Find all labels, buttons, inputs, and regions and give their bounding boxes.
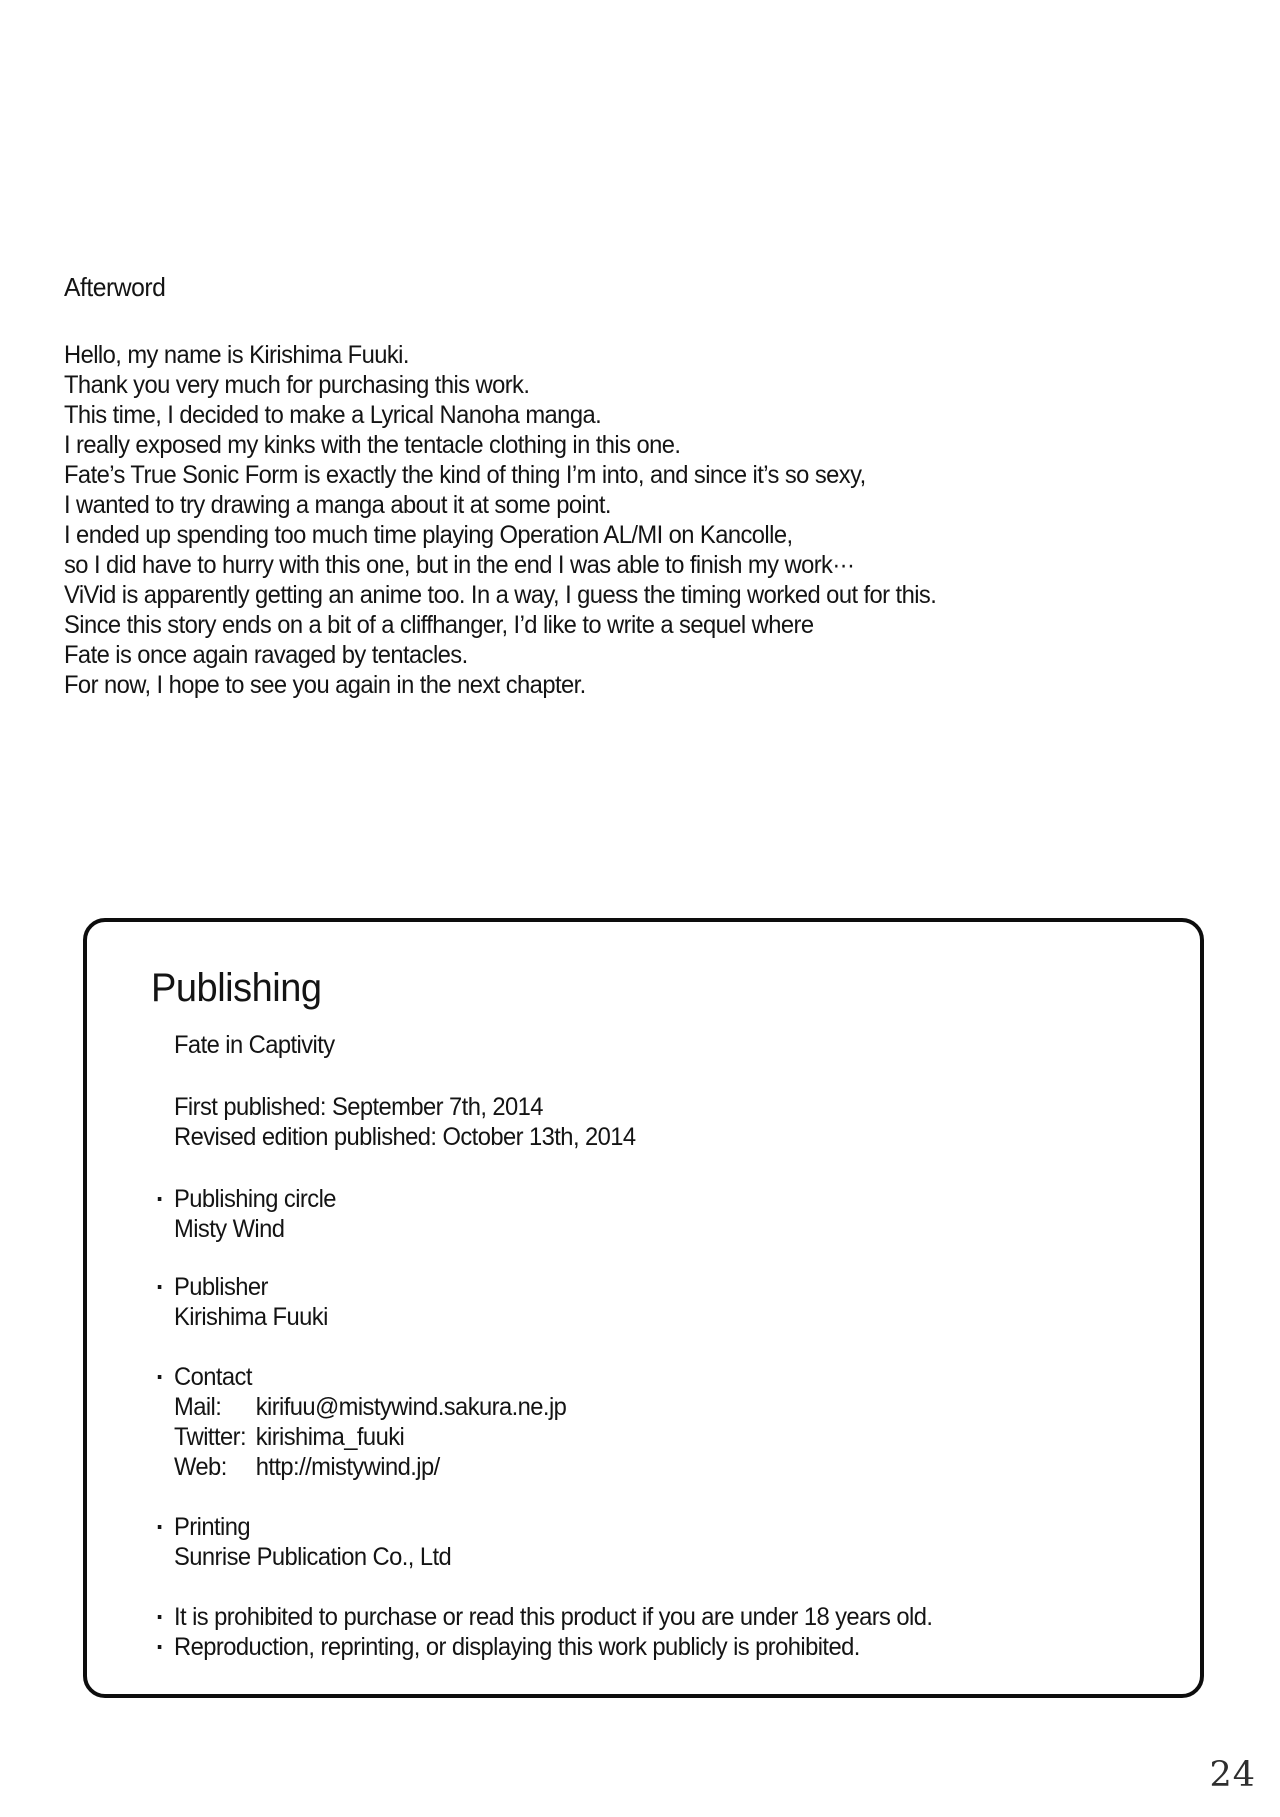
publisher-value: Kirishima Fuuki	[174, 1303, 328, 1331]
publishing-heading: Publishing	[151, 966, 322, 1010]
afterword-line: For now, I hope to see you again in the next chapter.	[64, 671, 586, 699]
printing-value: Sunrise Publication Co., Ltd	[174, 1543, 452, 1571]
publishing-circle-value: Misty Wind	[174, 1215, 285, 1243]
contact-row-mail	[174, 1392, 1134, 1422]
publishing-info-box	[83, 918, 1204, 1698]
revised-published-line: Revised edition published: October 13th, 2014	[174, 1123, 636, 1151]
contact-row-web	[174, 1452, 1134, 1482]
publisher-label: · Publisher	[174, 1272, 1134, 1302]
contact-label: · Contact	[174, 1362, 1134, 1392]
afterword-line: I really exposed my kinks with the tentacle clothing in this one.	[64, 431, 681, 459]
notice-line: · It is prohibited to purchase or read this product if you are under 18 years old.	[174, 1602, 1134, 1632]
afterword-line: Thank you very much for purchasing this work.	[64, 371, 530, 399]
afterword-line: I ended up spending too much time playing Operation AL/MI on Kancolle,	[64, 521, 793, 549]
contact-key: Web:	[174, 1453, 227, 1481]
publishing-details	[174, 1030, 1134, 1662]
afterword-line: I wanted to try drawing a manga about it at some point.	[64, 491, 611, 519]
afterword-line: ViVid is apparently getting an anime too. In a way, I guess the timing worked out for this.	[64, 581, 937, 609]
afterword-line: Fate is once again ravaged by tentacles.	[64, 641, 468, 669]
afterword-title: Afterword	[64, 272, 166, 302]
afterword-paragraph	[64, 340, 1204, 700]
afterword-line: This time, I decided to make a Lyrical Nanoha manga.	[64, 401, 602, 429]
contact-row-twitter	[174, 1422, 1134, 1452]
printing-label: · Printing	[174, 1512, 1134, 1542]
afterword-line: Since this story ends on a bit of a cliffhanger, I’d like to write a sequel where	[64, 611, 814, 639]
contact-key: Mail:	[174, 1393, 222, 1421]
contact-value: http://mistywind.jp/	[255, 1453, 440, 1481]
publishing-circle-label: · Publishing circle	[174, 1184, 1134, 1214]
contact-key: Twitter:	[174, 1423, 246, 1451]
contact-value: kirishima_fuuki	[255, 1423, 405, 1451]
afterword-line: Hello, my name is Kirishima Fuuki.	[64, 341, 409, 369]
afterword-line: Fate’s True Sonic Form is exactly the kind of thing I’m into, and since it’s so sexy,	[64, 461, 866, 489]
contact-value: kirifuu@mistywind.sakura.ne.jp	[255, 1393, 567, 1421]
notice-line: · Reproduction, reprinting, or displaying this work publicly is prohibited.	[174, 1632, 1134, 1662]
afterword-line: so I did have to hurry with this one, but in the end I was able to finish my work···	[64, 551, 855, 579]
page-number: 24	[1209, 1755, 1256, 1795]
first-published-line: First published: September 7th, 2014	[174, 1093, 543, 1121]
work-title: Fate in Captivity	[174, 1031, 335, 1059]
